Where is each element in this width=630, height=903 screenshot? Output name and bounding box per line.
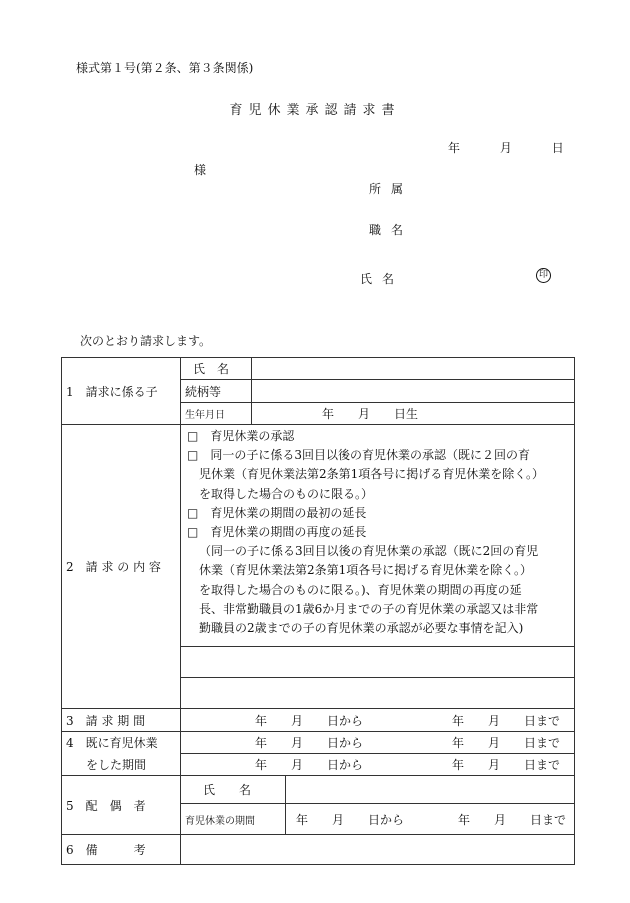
addressee-suffix: 様 [194,163,207,177]
request-content-label: 2 請 求 の 内 容 [62,425,181,709]
request-period-from: 年 月 日から [255,713,364,728]
past-leave-label-2: をした期間 [62,754,181,776]
child-section-label: 1 請求に係る子 [62,358,181,425]
past-leave-from-2: 年 月 日から [255,758,364,772]
remarks-label: 6 備 考 [62,835,181,865]
date-line [448,139,564,156]
date-month: 月 [499,141,512,155]
request-period-label: 3 請 求 期 間 [62,709,181,732]
past-leave-from-1: 年 月 日から [255,736,364,750]
seal-mark: 印 [536,268,551,283]
past-leave-period-1[interactable] [181,732,575,754]
option-third-approval-cont1: 児休業（育児休業法第2条第1項各号に掲げる育児休業を除く。） [199,467,545,482]
note-line4: 長、非常勤職員の1歳6か月までの子の育児休業の承認又は非常 [199,601,539,616]
remarks-field[interactable] [181,835,575,865]
child-relationship-label: 続柄等 [181,380,252,403]
child-name-label: 氏 名 [181,358,252,380]
spouse-name-label: 氏 名 [181,776,286,804]
past-leave-period-2[interactable] [181,754,575,776]
date-day: 日 [551,141,564,155]
child-relationship-field[interactable] [252,380,575,403]
position-label: 職名 [369,223,414,237]
option-second-extension[interactable]: □ 育児休業の期間の再度の延長 [187,525,367,540]
spouse-leave-period[interactable] [286,804,575,835]
form-number: 様式第１号(第２条、第３条関係) [76,61,254,75]
reason-field-1[interactable] [181,647,575,678]
option-first-extension[interactable]: □ 育児休業の期間の最初の延長 [187,505,367,520]
past-leave-to-1: 年 月 日まで [451,736,560,750]
date-year: 年 [448,141,461,155]
child-birth-label: 生年月日 [181,403,252,425]
spouse-name-field[interactable] [286,776,575,804]
document-title: 育児休業承認請求書 [229,103,401,118]
option-third-approval[interactable]: □ 同一の子に係る3回目以後の育児休業の承認（既に２回の育 [187,448,530,463]
note-line5: 勤職員の2歳までの子の育児休業の承認が必要な事情を記入) [199,621,524,636]
option-third-approval-cont2: を取得した場合のものに限る。） [199,486,374,501]
note-line2: 休業（育児休業法第2条第1項各号に掲げる育児休業を除く。） [199,563,533,578]
request-period-to: 年 月 日まで [451,713,560,728]
intro-text: 次のとおり請求します。 [80,334,212,348]
note-line3: を取得した場合のものに限る。)、育児休業の期間の再度の延 [199,582,522,597]
spouse-leave-label: 育児休業の期間 [181,804,286,835]
past-leave-to-2: 年 月 日まで [451,758,560,772]
option-approval[interactable]: □ 育児休業の承認 [187,429,295,443]
past-leave-label-1: 4 既に育児休業 [62,732,181,754]
reason-field-2[interactable] [181,678,575,709]
spouse-leave-to: 年 月 日まで [457,812,566,827]
note-line1: （同一の子に係る3回目以後の育児休業の承認（既に2回の育児 [199,544,539,559]
spouse-leave-from: 年 月 日から [296,812,405,827]
name-label: 氏名 [360,272,405,286]
spouse-label: 5 配 偶 者 [62,776,181,835]
affiliation-label: 所属 [369,182,414,196]
request-period-field[interactable] [181,709,575,732]
child-birth-field[interactable]: 年 月 日生 [252,403,575,425]
request-form-table [61,357,575,865]
child-name-field[interactable] [252,358,575,380]
request-content-options [181,425,575,647]
